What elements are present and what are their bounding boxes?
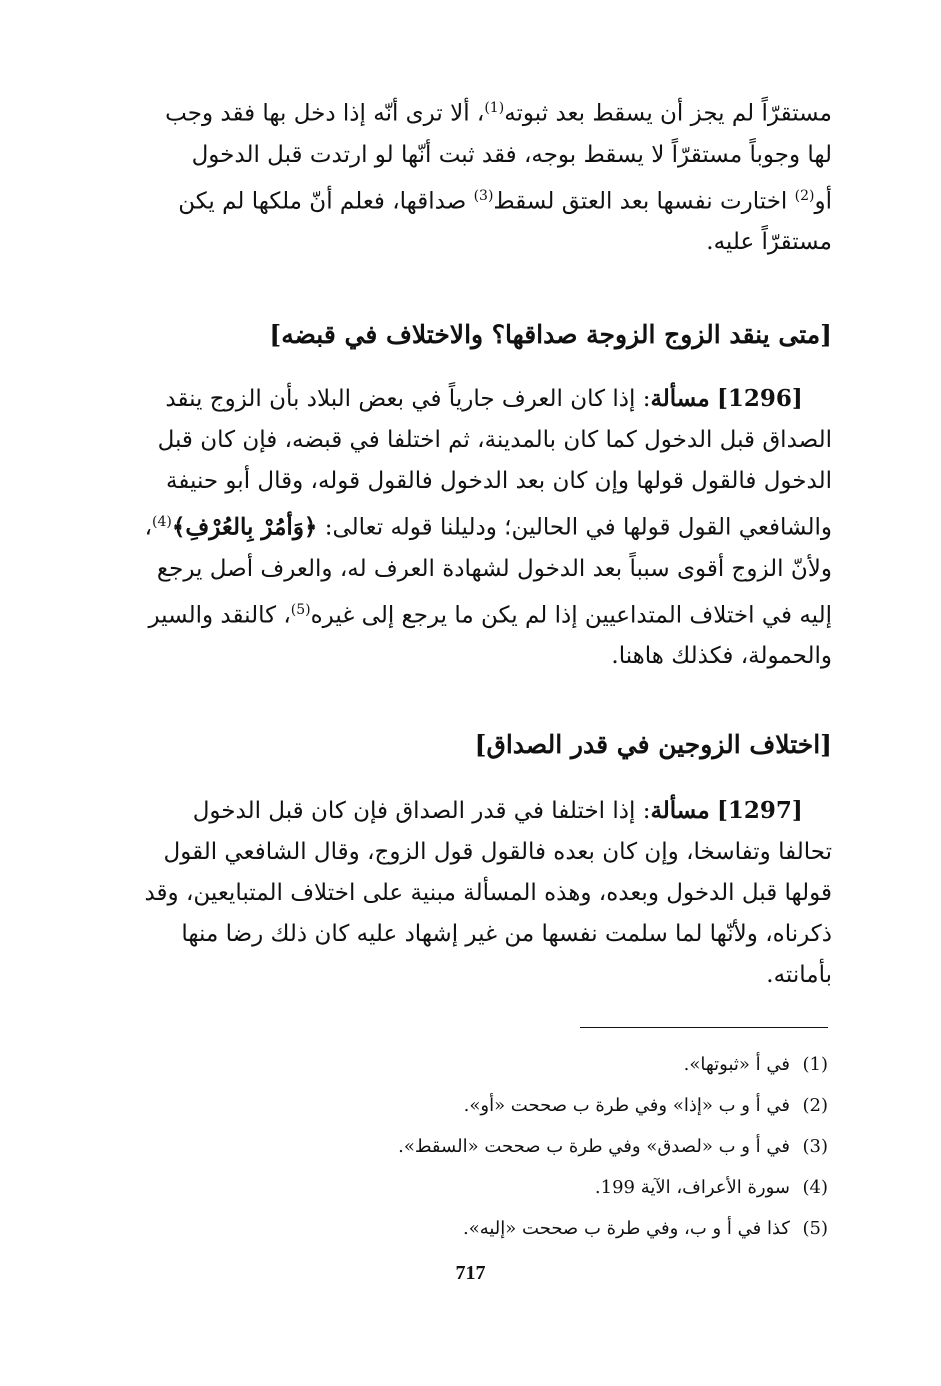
text-line: الصداق قبل الدخول كما كان بالمدينة، ثم اختلفا في قبضه، فإن كان قبل: [157, 427, 832, 453]
section-1296: [80, 378, 832, 677]
quran-verse: ﴿وَأمُرْ بِالعُرْفِ﴾: [171, 513, 318, 541]
footnote-text: في أ و ب «لصدق» وفي طرة ب صححت «السقط».: [398, 1136, 790, 1157]
footnote-ref[interactable]: (3): [473, 187, 494, 204]
text-span: ، ألا ترى أنّه إذا دخل بها فقد وجب: [165, 100, 485, 127]
text-line: [80, 590, 832, 637]
text-line: [80, 176, 832, 223]
text-span: اختارت نفسها بعد العتق لسقط: [493, 188, 795, 215]
heading-text: [اختلاف الزوجين في قدر الصداق]: [474, 730, 832, 759]
footnote-ref[interactable]: (1): [484, 100, 505, 116]
footnote-item: [80, 1167, 828, 1208]
footnote-text: سورة الأعراف، الآية 199.: [594, 1177, 790, 1198]
heading-text: [متى ينقد الزوج الزوجة صداقها؟ والاختلاف في قبضه]: [269, 320, 832, 349]
issue-number: [1297]: [716, 797, 803, 824]
text-span: ،: [144, 514, 153, 541]
text-span: : إذا كان العرف جارياً في بعض البلاد بأن الزوج ينقد: [165, 386, 651, 412]
footnote-text: في أ «ثبوتها».: [683, 1054, 790, 1075]
text-line: ولأنّ الزوج أقوى سبباً بعد الدخول لشهادة العرف له، والعرف أصل يرجع: [156, 555, 832, 582]
text-line: قولها قبل الدخول وبعده، وهذه المسألة مبنية على اختلاف المتبايعين، وقد: [144, 880, 832, 906]
text-line: بأمانته.: [766, 962, 832, 988]
footnote-item: [80, 1208, 828, 1249]
text-line: [80, 378, 832, 420]
text-line: ذكرناه، ولأنّها لما سلمت نفسها من غير إشهاد عليه كان ذلك رضا منها: [181, 921, 832, 947]
text-span: ، كالنقد والسير: [148, 602, 291, 629]
footnote-number: (5): [802, 1218, 828, 1239]
footnote-item: [80, 1085, 828, 1126]
text-line: لها وجوباً مستقرّاً لا يسقط بوجه، فقد ثبت أنّها لو ارتدت قبل الدخول: [191, 141, 832, 168]
text-line: [80, 790, 832, 832]
footnotes: [80, 1044, 828, 1249]
text-span: مستقرّاً لم يجز أن يسقط بعد ثبوته: [504, 100, 832, 127]
footnote-ref[interactable]: (4): [152, 514, 172, 530]
text-span: إليه في اختلاف المتداعيين إذا لم يكن ما يرجع إلى غيره: [310, 602, 832, 629]
text-line: [80, 502, 832, 549]
text-span: أو: [814, 188, 832, 215]
issue-keyword: مسألة: [650, 385, 710, 412]
issue-keyword: مسألة: [650, 797, 710, 824]
issue-number: [1296]: [716, 385, 803, 412]
footnote-number: (2): [802, 1095, 828, 1116]
footnote-item: [80, 1044, 828, 1085]
text-line: تحالفا وتفاسخا، وإن كان بعده فالقول قول الزوج، وقال الشافعي القول: [163, 839, 832, 865]
section-heading: [80, 725, 832, 765]
text-line: مستقرّاً عليه.: [706, 229, 832, 256]
page-number: 717: [455, 1262, 486, 1284]
section-1297: [80, 790, 832, 996]
text-span: صداقها، فعلم أنّ ملكها لم يكن: [178, 188, 474, 215]
footnote-number: (3): [802, 1136, 828, 1157]
text-line: والحمولة، فكذلك هاهنا.: [611, 643, 832, 670]
footnote-ref[interactable]: (2): [794, 187, 815, 204]
footnote-text: في أ و ب «إذا» وفي طرة ب صححت «أو».: [463, 1095, 790, 1116]
text-span: والشافعي القول قولها في الحالين؛ ودليلنا قوله تعالى:: [317, 514, 832, 541]
footnote-number: (1): [802, 1054, 828, 1075]
footnote-divider: [580, 1027, 828, 1028]
text-span: : إذا اختلفا في قدر الصداق فإن كان قبل الدخول: [192, 798, 651, 824]
footnote-text: كذا في أ و ب، وفي طرة ب صححت «إليه».: [462, 1218, 790, 1239]
text-line: الدخول فالقول قولها وإن كان بعد الدخول فالقول قوله، وقال أبو حنيفة: [166, 468, 832, 494]
intro-paragraph: [80, 88, 832, 263]
text-line: [80, 88, 832, 135]
footnote-ref[interactable]: (5): [290, 601, 311, 618]
footnote-item: [80, 1126, 828, 1167]
section-heading: [80, 315, 832, 355]
footnote-number: (4): [802, 1177, 828, 1198]
